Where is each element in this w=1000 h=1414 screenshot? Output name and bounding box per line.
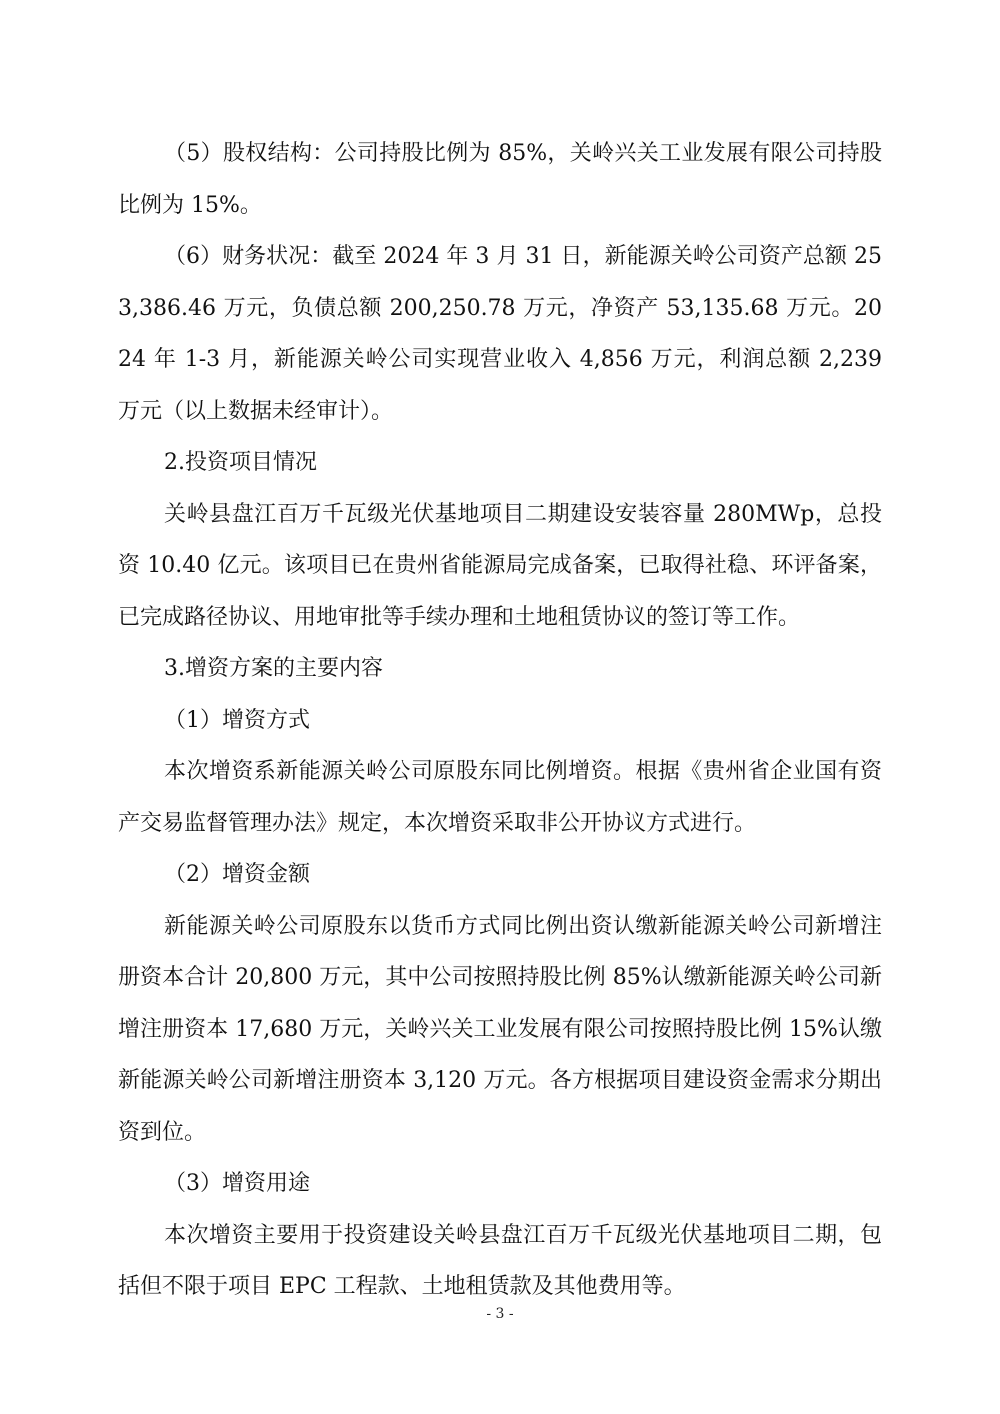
paragraph-project-details: 关岭县盘江百万千瓦级光伏基地项目二期建设安装容量 280MWp，总投资 10.40 亿元。该项目已在贵州省能源局完成备案，已取得社稳、环评备案，已完成路径协议、用地审批等手续办理和土地租赁协议的签订等工作。 — [118, 501, 882, 630]
document-body — [118, 128, 882, 1313]
page-number: - 3 - — [486, 1306, 514, 1322]
paragraph-equity-structure: （5）股权结构：公司持股比例为 85%，关岭兴关工业发展有限公司持股比例为 15%。 — [118, 141, 882, 218]
paragraph-financial-status: （6）财务状况：截至 2024 年 3 月 31 日，新能源关岭公司资产总额 253,386.46 万元，负债总额 200,250.78 万元，净资产 53,135.68 万元。2024 年 1-3 月，新能源关岭公司实现营业收入 4,856 万元，利润总额 2,239 万元（以上数据未经审计）。 — [118, 244, 882, 424]
heading-investment-project: 2.投资项目情况 — [164, 450, 317, 475]
subheading-increase-amount: （2）增资金额 — [164, 862, 310, 887]
paragraph-increase-use: 本次增资主要用于投资建设关岭县盘江百万千瓦级光伏基地项目二期，包括但不限于项目 EPC 工程款、土地租赁款及其他费用等。 — [118, 1222, 882, 1299]
paragraph-increase-amount: 新能源关岭公司原股东以货币方式同比例出资认缴新能源关岭公司新增注册资本合计 20,800 万元，其中公司按照持股比例 85%认缴新能源关岭公司新增注册资本 17,680 万元，关岭兴关工业发展有限公司按照持股比例 15%认缴新能源关岭公司新增注册资本 3,120 万元。各方根据项目建设资金需求分期出资到位。 — [118, 913, 882, 1145]
subheading-increase-method: （1）增资方式 — [164, 707, 310, 733]
paragraph-increase-method: 本次增资系新能源关岭公司原股东同比例增资。根据《贵州省企业国有资产交易监督管理办法》规定，本次增资采取非公开协议方式进行。 — [118, 759, 882, 836]
subheading-increase-use: （3）增资用途 — [164, 1171, 310, 1196]
heading-capital-increase-plan: 3.增资方案的主要内容 — [164, 656, 383, 681]
